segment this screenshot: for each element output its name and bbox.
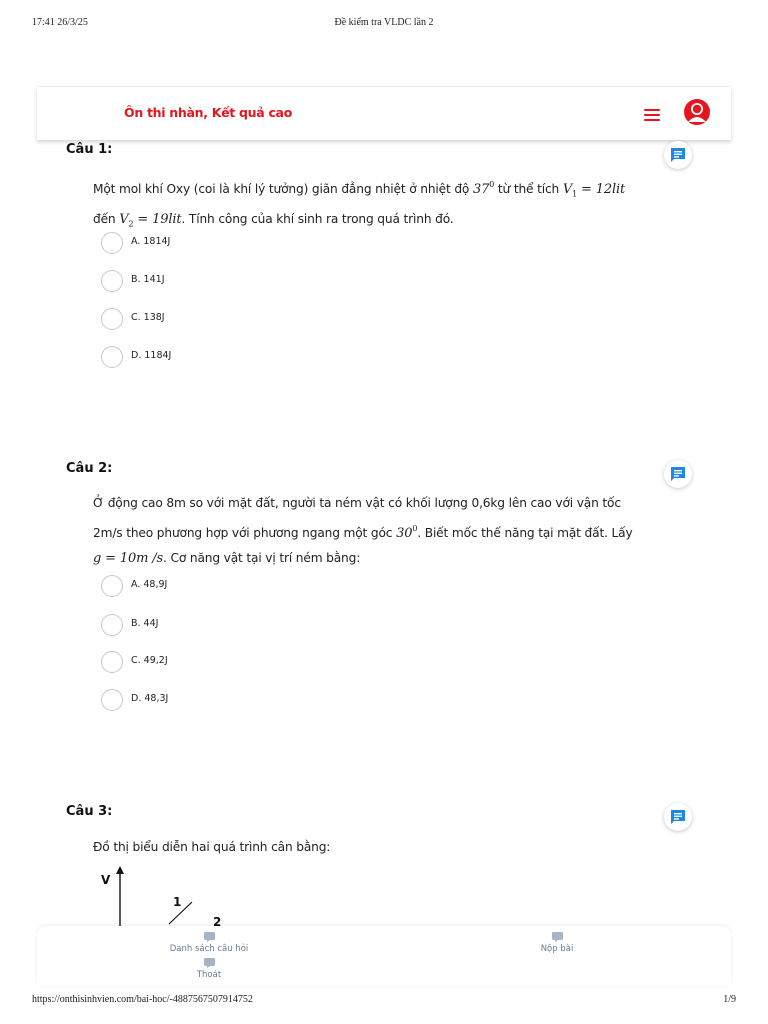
- radio-button[interactable]: [101, 575, 123, 597]
- question-1-comment-button[interactable]: [664, 141, 692, 169]
- submit-icon: [552, 932, 563, 942]
- graph-axis-label: V: [101, 873, 111, 887]
- bottom-action-bar: [37, 926, 731, 986]
- option-label: D. 48,3J: [131, 693, 169, 704]
- top-navbar: [37, 86, 731, 140]
- exit-label: Thoát: [196, 970, 222, 980]
- option-label: A. 1814J: [131, 236, 171, 247]
- print-datetime: 17:41 26/3/25: [32, 17, 88, 28]
- print-footer: [0, 994, 768, 1008]
- print-header: [0, 17, 768, 31]
- brand-slogan[interactable]: Ôn thi nhàn, Kết quả cao: [124, 105, 292, 120]
- radio-button[interactable]: [101, 308, 123, 330]
- exit-button[interactable]: [179, 958, 239, 980]
- question-list-label: Danh sách câu hỏi: [169, 944, 249, 954]
- question-3-title: Câu 3:: [66, 804, 113, 819]
- graph-line-2-label: 2: [213, 915, 222, 926]
- graph-v-axis-arrow: [116, 866, 124, 874]
- question-list-icon: [204, 932, 215, 942]
- question-1-text: Một mol khí Oxy (coi là khí lý tưởng) giãn đẳng nhiệt ở nhiệt độ $37^0$ từ thể tích $V_1 = 12lit$ đến $V_2 = 19lit$. Tính công của khí sinh ra trong quá trình đó.: [93, 180, 626, 229]
- option-label: A. 48,9J: [131, 579, 168, 590]
- option-label: B. 141J: [131, 274, 165, 285]
- user-avatar-icon[interactable]: [683, 98, 711, 126]
- submit-button[interactable]: [517, 932, 597, 954]
- question-1-title: Câu 1:: [66, 142, 113, 157]
- question-3-text: Đồ thị biểu diễn hai quá trình cân bằng:: [93, 840, 331, 854]
- radio-button[interactable]: [101, 689, 123, 711]
- question-list-button[interactable]: [157, 932, 261, 954]
- hamburger-icon[interactable]: [644, 109, 660, 121]
- submit-label: Nộp bài: [540, 944, 574, 954]
- chat-icon: [669, 465, 687, 483]
- option-label: C. 49,2J: [131, 655, 168, 666]
- radio-button[interactable]: [101, 651, 123, 673]
- print-page-number: 1/9: [723, 994, 736, 1005]
- option-label: D. 1184J: [131, 350, 172, 361]
- question-3-comment-button[interactable]: [664, 803, 692, 831]
- question-3-graph: [95, 860, 235, 926]
- chat-icon: [669, 808, 687, 826]
- question-2-comment-button[interactable]: [664, 460, 692, 488]
- exit-icon: [204, 958, 215, 968]
- graph-line-1-label: 1: [173, 895, 182, 909]
- chat-icon: [669, 146, 687, 164]
- radio-button[interactable]: [101, 270, 123, 292]
- radio-button[interactable]: [101, 614, 123, 636]
- option-label: B. 44J: [131, 618, 159, 629]
- question-2-text: Ở động cao 8m so với mặt đất, người ta ném vật có khối lượng 0,6kg lên cao với vận tốc 2m/s theo phương hợp với phương ngang một góc $30^0$. Biết mốc thế năng tại mặt đất. Lấy g = 10m /s. Cơ năng vật tại vị trí ném bằng:: [93, 496, 633, 566]
- radio-button[interactable]: [101, 346, 123, 368]
- question-2-title: Câu 2:: [66, 461, 113, 476]
- print-title: Đề kiểm tra VLDC lần 2: [334, 17, 434, 28]
- radio-button[interactable]: [101, 232, 123, 254]
- print-url: https://onthisinhvien.com/bai-hoc/-4887567507914752: [32, 994, 253, 1005]
- option-label: C. 138J: [131, 312, 165, 323]
